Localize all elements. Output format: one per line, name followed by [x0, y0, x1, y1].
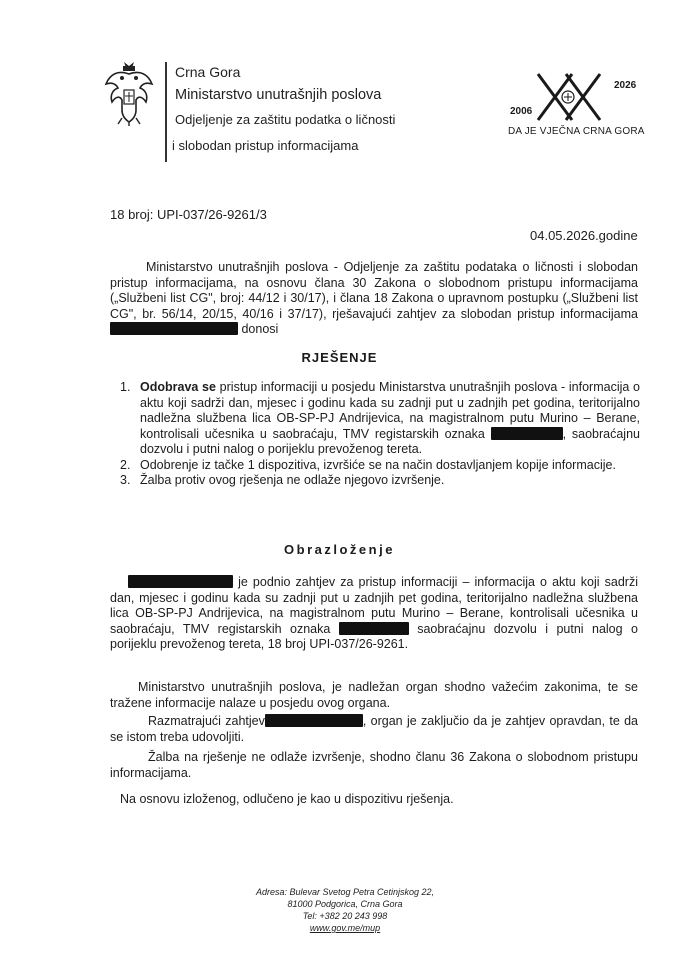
decision-title: RJEŠENJE — [301, 350, 378, 365]
dispositive-item-1 — [120, 380, 640, 458]
dispositive-item-3 — [120, 473, 640, 489]
ministry-name: Ministarstvo unutrašnjih poslova — [175, 87, 382, 103]
redacted-requester-name — [265, 714, 363, 727]
redacted-requester-name — [128, 575, 233, 588]
reasoning-p3-b: , organ je zaključio da je zahtjev opravdan, te da se istom treba udovoljiti. — [110, 714, 639, 744]
redacted-plate-number — [339, 622, 409, 635]
item-1-text-a: pristup informaciji u posjedu Ministarstva unutrašnjih poslova - informacija o aktu koji sadrži dan, mjesec i godinu kada su zadnji put u zadnjih pet godina, teritorijalno nadležna službena lica OB-SP-PJ Andrijevica, na magistralnom putu Murino – Berane, kontrolisali učesnika u saobraćaju, TMV registarskih oznaka — [140, 380, 640, 441]
item-number: 2. — [120, 457, 131, 472]
country-name: Crna Gora — [175, 64, 241, 80]
reasoning-paragraph-5: Na osnovu izloženog, odlučeno je kao u dispozitivu rješenja. — [120, 792, 454, 806]
dispositive-list — [120, 380, 640, 489]
item-1-text-b: , saobraćajnu dozvolu i putni nalog o porijeklu prevoženog tereta. — [140, 426, 640, 456]
reasoning-p3-a: Razmatrajući zahtjev — [148, 714, 265, 728]
jubilee-year-right: 2026 — [614, 80, 637, 91]
footer-contact — [220, 886, 470, 934]
reasoning-paragraph-2: Ministarstvo unutrašnjih poslova, je nadležan organ shodno važećim zakonima, te se tražene informacije nalaze u posjedu ovog organa. — [110, 680, 638, 710]
footer-phone: Tel: +382 20 243 998 — [302, 911, 388, 921]
department-line-1: Odjeljenje za zaštitu podatka o ličnosti — [175, 112, 396, 127]
dispositive-item-2 — [120, 457, 640, 474]
jubilee-xx-mark — [508, 68, 658, 130]
intro-paragraph — [110, 260, 638, 338]
jubilee-logo — [508, 68, 658, 148]
approval-phrase: Odobrava se — [140, 380, 216, 394]
footer-city: 81000 Podgorica, Crna Gora — [287, 899, 403, 909]
jubilee-motto: DA JE VJEČNA CRNA GORA — [508, 126, 645, 137]
coat-of-arms-emblem — [104, 60, 154, 126]
department-line-2: i slobodan pristup informacijama — [172, 138, 359, 153]
document-date: 04.05.2026.godine — [530, 228, 638, 243]
redacted-requester-name — [110, 322, 238, 335]
item-2-text: Odobrenje iz tačke 1 dispozitiva, izvršiće se na način dostavljanjem kopije informacije. — [140, 457, 616, 472]
reasoning-paragraph-3 — [110, 714, 638, 745]
item-3-text: Žalba protiv ovog rješenja ne odlaže njegovo izvršenje. — [140, 473, 445, 487]
intro-donosi: donosi — [241, 322, 279, 336]
intro-text: Ministarstvo unutrašnjih poslova - Odjeljenje za zaštitu podataka o ličnosti i slobodan pristup informacijama, na osnovu člana 30 Zakona o slobodnom pristupu informacijama („Službeni list CG", broj: 44/12 i 30/17), i člana 18 Zakona o upravnom postupku („Službeni list CG", br. 56/14, 20/15, 40/16 i 37/17), rješavajući zahtjev za slobodan pristup informacijama — [110, 260, 638, 321]
item-number: 3. — [120, 473, 131, 487]
header-divider — [165, 62, 167, 162]
reasoning-p1-a: je podnio zahtjev za pristup informaciji – informacija o aktu koji sadrži dan, mjesec i godinu kada su zadnji put u zadnjih pet godina, teritorijalno nadležna službena lica OB-SP-PJ Andrijevica, na magistralnom putu Murino – Berane, kontrolisali učesnika u saobraćaju, TMV registarskih oznaka — [110, 575, 638, 636]
reasoning-p1-b: saobraćajnu dozvolu i putni nalog o porijeklu prevoženog tereta, 18 broj UPI-037/26-9261. — [110, 621, 638, 651]
reference-number: 18 broj: UPI-037/26-9261/3 — [110, 207, 267, 222]
reasoning-title: Obrazloženje — [284, 542, 395, 557]
reasoning-paragraph-1 — [110, 575, 638, 653]
item-number: 1. — [120, 380, 131, 394]
redacted-plate-number — [491, 427, 563, 440]
jubilee-year-left: 2006 — [510, 106, 533, 117]
reasoning-paragraph-4: Žalba na rješenje ne odlaže izvršenje, shodno članu 36 Zakona o slobodnom pristupu informacijama. — [110, 750, 638, 780]
footer-address: Adresa: Bulevar Svetog Petra Cetinjskog 22, — [255, 887, 435, 897]
footer-web-link[interactable]: www.gov.me/mup — [309, 923, 381, 933]
